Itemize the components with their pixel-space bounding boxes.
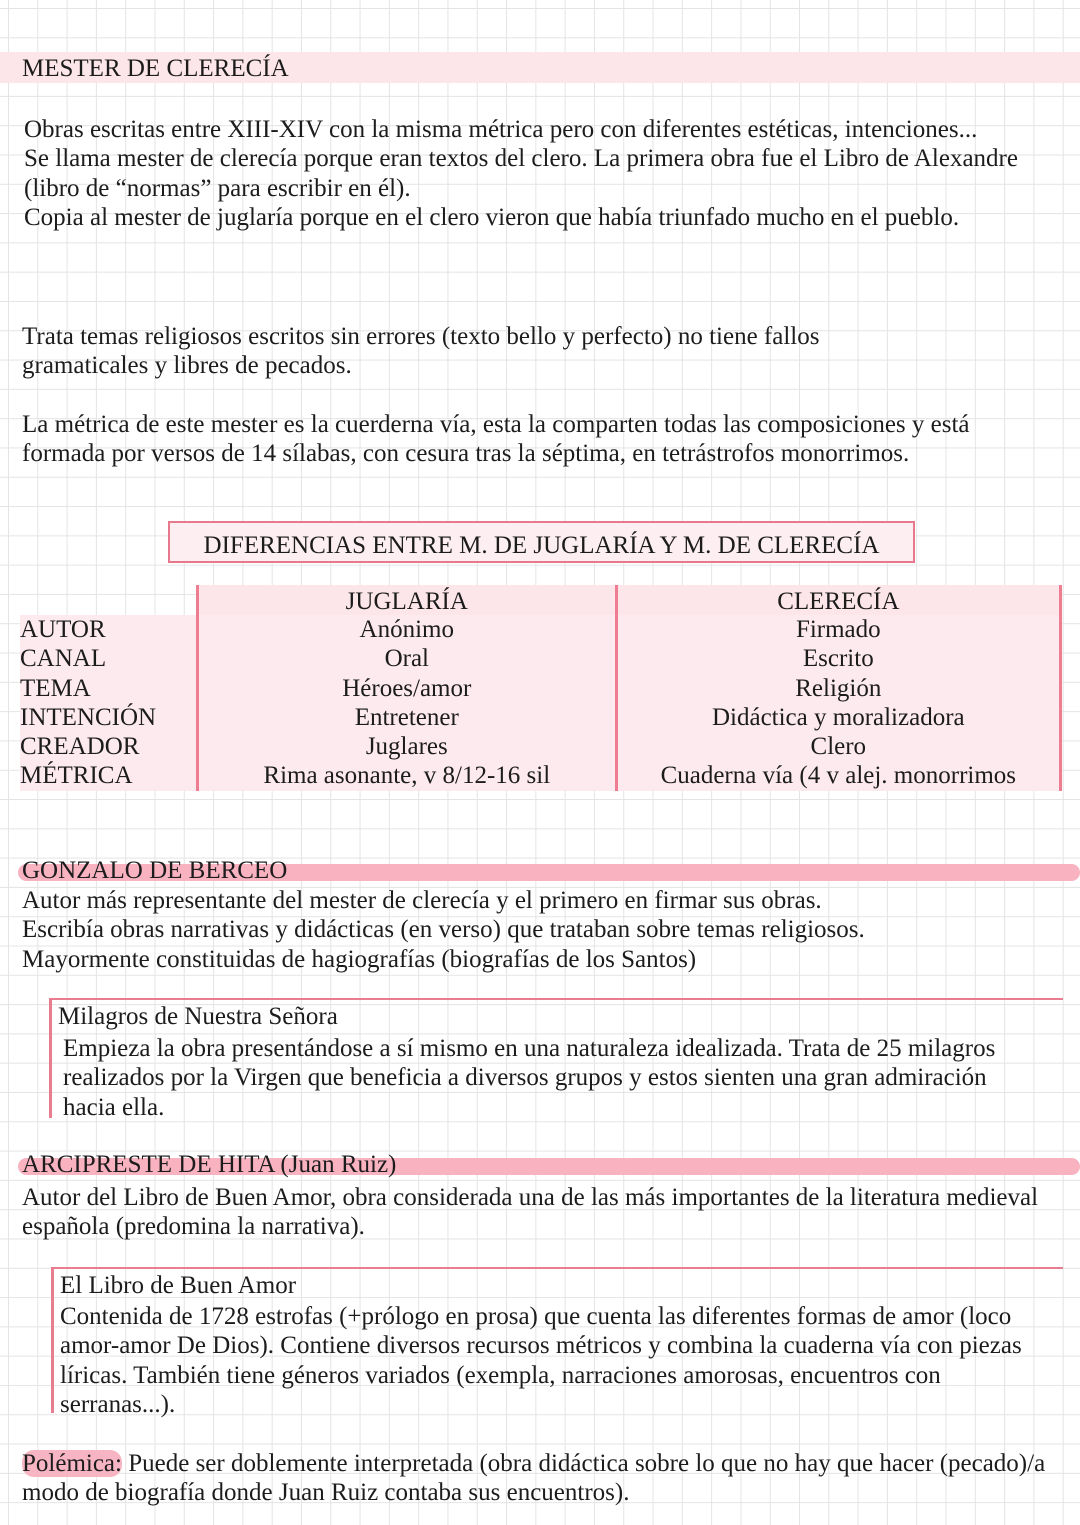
paragraph: Copia al mester de juglaría porque en el clero vieron que había triunfado mucho en el pueblo. — [24, 203, 960, 231]
table-row: AUTOR Anónimo Firmado — [20, 615, 1062, 644]
table-row: CREADOR Juglares Clero — [20, 732, 1062, 761]
header-juglaria: JUGLARÍA — [196, 585, 615, 615]
table-title: DIFERENCIAS ENTRE M. DE JUGLARÍA Y M. DE CLERECÍA — [168, 521, 915, 563]
table-row: INTENCIÓN Entretener Didáctica y moralizadora — [20, 703, 1062, 732]
intro-text — [24, 115, 1024, 232]
hita-text: Autor del Libro de Buen Amor, obra considerada una de las más importantes de la literatura medieval española (predomina la narrativa). — [22, 1184, 1039, 1241]
metrica-paragraph: La métrica de este mester es la cuerderna vía, esta la comparten todas las composiciones y está formada por versos de 14 sílabas, con cesura tras la séptima, en tetrástrofos monorrimos. — [22, 411, 970, 468]
berceo-work-text: Empieza la obra presentándose a sí mismo en una naturaleza idealizada. Trata de 25 milagros realizados por la Virgen que beneficia a diversos grupos y estos sienten una gran admiración hacia ella. — [63, 1035, 996, 1121]
comparison-table — [20, 585, 1062, 791]
hita-work-title: El Libro de Buen Amor — [60, 1272, 297, 1299]
berceo-heading: GONZALO DE BERCEO — [22, 857, 288, 884]
berceo-work-title: Milagros de Nuestra Señora — [58, 1003, 338, 1030]
hita-heading: ARCIPRESTE DE HITA (Juan Ruiz) — [22, 1151, 397, 1178]
header-clerecia: CLERECÍA — [615, 585, 1062, 615]
table-row: CANAL Oral Escrito — [20, 644, 1062, 673]
paragraph: Obras escritas entre XIII-XIV con la misma métrica pero con diferentes estéticas, intenciones... — [24, 116, 978, 143]
table-header — [20, 585, 1062, 615]
polemica-paragraph: Polémica: Puede ser doblemente interpretada (obra didáctica sobre lo que no hay que hacer (pecado)/a modo de biografía donde Juan Ruiz contaba sus encuentros). — [22, 1450, 1046, 1507]
temas-paragraph: Trata temas religiosos escritos sin errores (texto bello y perfecto) no tiene fallos gramaticales y libres de pecados. — [22, 323, 820, 380]
hita-work-text: Contenida de 1728 estrofas (+prólogo en prosa) que cuenta las diferentes formas de amor (loco amor-amor De Dios). Contiene diversos recursos métricos y combina la cuaderna vía con piezas líricas. También tiene géneros variados (exempla, narraciones amorosas, encuentros con serranas...). — [60, 1303, 1022, 1418]
berceo-text: Autor más representante del mester de clerecía y el primero en firmar sus obras. Escribía obras narrativas y didácticas (en verso) que trataban sobre temas religiosos. Mayormente constituidas de hagiografías (biografías de los Santos) — [22, 887, 865, 973]
page-title: MESTER DE CLERECÍA — [22, 55, 289, 82]
table-row: MÉTRICA Rima asonante, v 8/12-16 sil Cuaderna vía (4 v alej. monorrimos — [20, 761, 1062, 790]
polemica-label: Polémica: — [22, 1450, 122, 1477]
paragraph: Se llama mester de clerecía porque eran textos del clero. La primera obra fue el Libro de Alexandre (libro de “normas” para escribir en él). — [24, 145, 1018, 202]
table-row: TEMA Héroes/amor Religión — [20, 674, 1062, 703]
